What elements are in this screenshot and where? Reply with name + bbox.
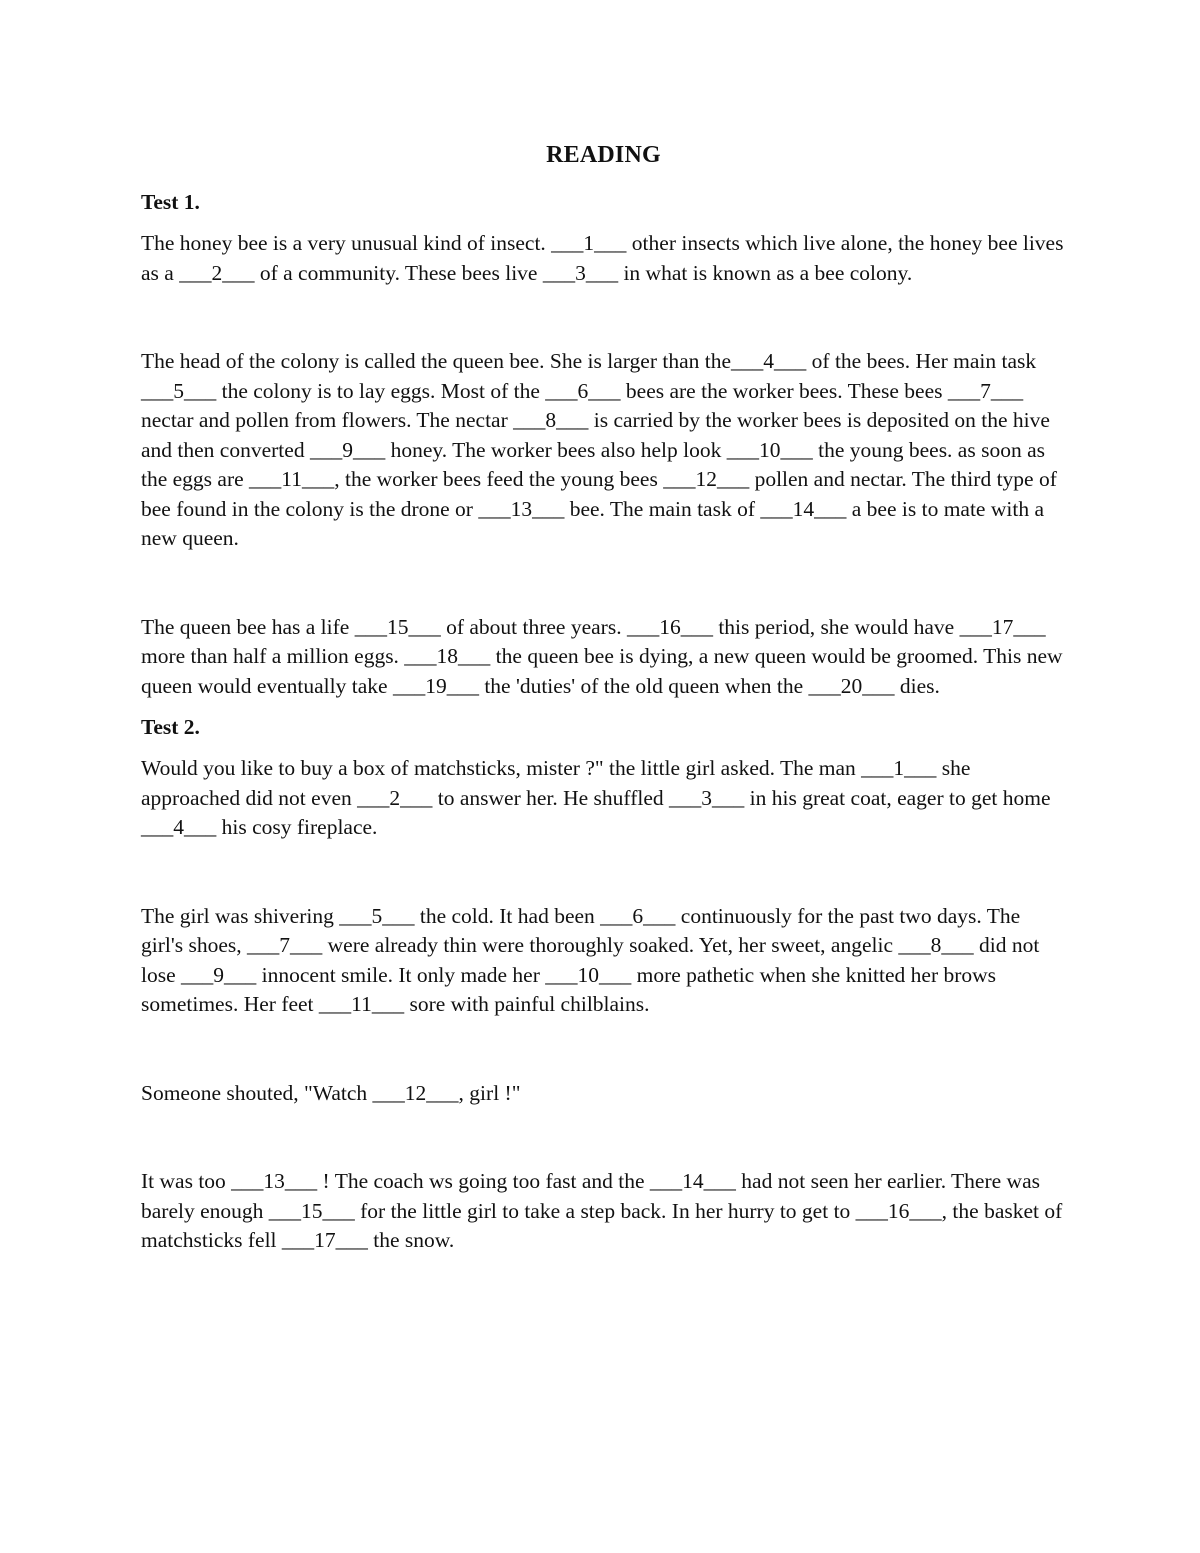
paragraph-spacer — [141, 1020, 1066, 1079]
test-1-paragraph-1: The honey bee is a very unusual kind of insect. ___1___ other insects which live alone, the honey bee lives as a ___2___ of a community. These bees live ___3___ in what is known as a bee colony. — [141, 231, 1064, 285]
document-body — [141, 140, 1066, 1256]
test-2-paragraph-1: Would you like to buy a box of matchsticks, mister ?" the little girl asked. The man ___1___ she approached did not even ___2___ to answer her. He shuffled ___3___ in his great coat, eager to get home ___4___ his cosy fireplace. — [141, 756, 1051, 839]
paragraph-spacer — [141, 554, 1066, 613]
paragraph-spacer — [141, 1108, 1066, 1167]
test-2-paragraph-4: It was too ___13___ ! The coach ws going too fast and the ___14___ had not seen her earlier. There was barely enough ___15___ for the little girl to take a step back. In her hurry to get to ___16___, the basket of matchsticks fell ___17___ the snow. — [141, 1169, 1063, 1252]
test-2-paragraph-2: The girl was shivering ___5___ the cold. It had been ___6___ continuously for the past two days. The girl's shoes, ___7___ were already thin were thoroughly soaked. Yet, her sweet, angelic ___8___ did not lose ___9___ innocent smile. It only made her ___10___ more pathetic when she knitted her brows sometimes. Her feet ___11___ sore with painful chilblains. — [141, 903, 1040, 1016]
section-spacer — [141, 701, 1066, 713]
page-title: READING — [546, 142, 661, 168]
paragraph-spacer — [141, 843, 1066, 902]
test-1-paragraph-2: The head of the colony is called the queen bee. She is larger than the___4___ of the bees. Her main task ___5___ the colony is to lay eggs. Most of the ___6___ bees are the worker bees. These bees ___7___ nectar and pollen from flowers. The nectar ___8___ is carried by the worker bees is deposited on the hive and then converted ___9___ honey. The worker bees also help look ___10___ the young bees. as soon as the eggs are ___11___, the worker bees feed the young bees ___12___ pollen and nectar. The third type of bee found in the colony is the drone or ___13___ bee. The main task of ___14___ a bee is to mate with a new queen. — [141, 349, 1057, 550]
test-2-paragraph-3: Someone shouted, "Watch ___12___, girl !" — [141, 1080, 521, 1105]
paragraph-spacer — [141, 288, 1066, 347]
test-2-heading: Test 2. — [141, 715, 200, 739]
test-1-heading: Test 1. — [141, 190, 200, 214]
test-1-paragraph-3: The queen bee has a life ___15___ of about three years. ___16___ this period, she would have ___17___ more than half a million eggs. ___18___ the queen bee is dying, a new queen would be groomed. This new queen would eventually take ___19___ the 'duties' of the old queen when the ___20___ dies. — [141, 614, 1063, 698]
